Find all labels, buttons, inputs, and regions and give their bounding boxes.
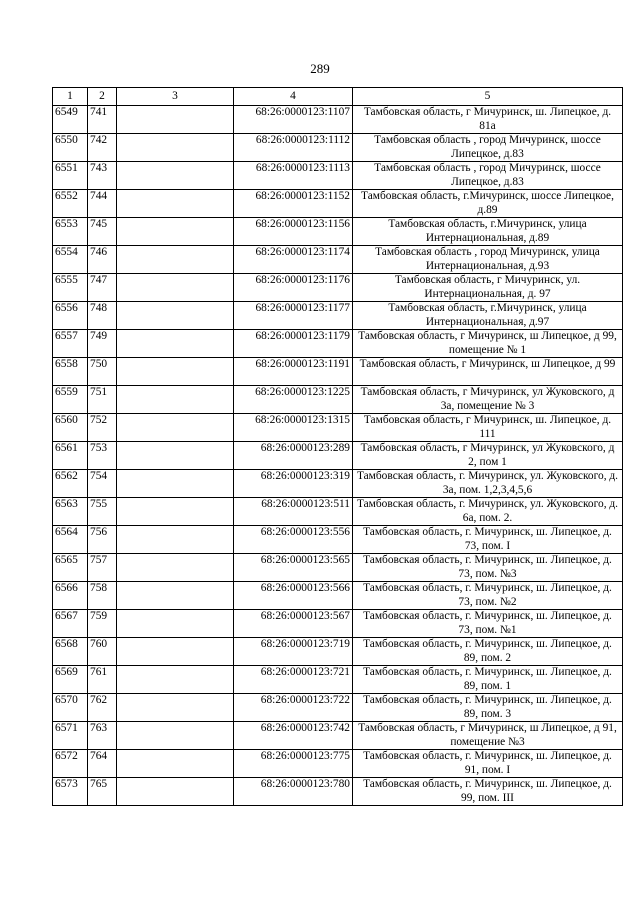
sub-number: 752 [88,414,117,442]
row-number: 6550 [53,134,88,162]
sub-number: 763 [88,722,117,750]
row-number: 6570 [53,694,88,722]
column-3-cell [117,666,234,694]
address: Тамбовская область, г Мичуринск, ш. Липецкое, д. 111 [353,414,623,442]
address: Тамбовская область, г. Мичуринск, ш. Липецкое, д. 73, пом. №1 [353,610,623,638]
cadastral-number: 68:26:0000123:556 [234,526,353,554]
address: Тамбовская область, г Мичуринск, ул Жуковского, д 2, пом 1 [353,442,623,470]
address: Тамбовская область, г Мичуринск, ш. Липецкое, д. 81а [353,106,623,134]
table-row [53,582,623,610]
table-row [53,218,623,246]
table-row [53,414,623,442]
column-3-cell [117,134,234,162]
column-3-cell [117,498,234,526]
cadastral-number: 68:26:0000123:1174 [234,246,353,274]
column-3-cell [117,274,234,302]
column-3-cell [117,722,234,750]
sub-number: 759 [88,610,117,638]
row-number: 6560 [53,414,88,442]
sub-number: 755 [88,498,117,526]
table-row [53,778,623,806]
header-row [53,88,623,106]
row-number: 6556 [53,302,88,330]
row-number: 6564 [53,526,88,554]
column-3-cell [117,162,234,190]
table-row [53,498,623,526]
cadastral-number: 68:26:0000123:719 [234,638,353,666]
column-3-cell [117,302,234,330]
cadastral-number: 68:26:0000123:722 [234,694,353,722]
address: Тамбовская область, г. Мичуринск, ул. Жуковского, д. 6а, пом. 2. [353,498,623,526]
cadastral-number: 68:26:0000123:319 [234,470,353,498]
column-3-cell [117,778,234,806]
sub-number: 745 [88,218,117,246]
cadastral-number: 68:26:0000123:1152 [234,190,353,218]
cadastral-number: 68:26:0000123:565 [234,554,353,582]
address: Тамбовская область, г.Мичуринск, улица Интернациональная, д.89 [353,218,623,246]
address: Тамбовская область, г Мичуринск, ш Липецкое, д 99, помещение № 1 [353,330,623,358]
sub-number: 753 [88,442,117,470]
column-3-cell [117,386,234,414]
table-row [53,694,623,722]
sub-number: 748 [88,302,117,330]
cadastral-number: 68:26:0000123:1112 [234,134,353,162]
row-number: 6566 [53,582,88,610]
column-3-cell [117,610,234,638]
row-number: 6551 [53,162,88,190]
address: Тамбовская область, г. Мичуринск, ш. Липецкое, д. 73, пом. №2 [353,582,623,610]
sub-number: 761 [88,666,117,694]
row-number: 6553 [53,218,88,246]
table-row [53,526,623,554]
cadastral-number: 68:26:0000123:1177 [234,302,353,330]
table-row [53,302,623,330]
cadastral-number: 68:26:0000123:1156 [234,218,353,246]
cadastral-number: 68:26:0000123:721 [234,666,353,694]
column-3-cell [117,106,234,134]
table-row [53,386,623,414]
cadastral-number: 68:26:0000123:566 [234,582,353,610]
column-3-cell [117,554,234,582]
cadastral-number: 68:26:0000123:1315 [234,414,353,442]
row-number: 6568 [53,638,88,666]
row-number: 6563 [53,498,88,526]
sub-number: 741 [88,106,117,134]
row-number: 6554 [53,246,88,274]
sub-number: 750 [88,358,117,386]
column-3-cell [117,442,234,470]
table-row [53,470,623,498]
address: Тамбовская область, г. Мичуринск, ш. Липецкое, д. 73, пом. I [353,526,623,554]
address: Тамбовская область, г. Мичуринск, ш. Липецкое, д. 99, пом. III [353,778,623,806]
sub-number: 758 [88,582,117,610]
column-3-cell [117,218,234,246]
column-3-cell [117,246,234,274]
cadastral-number: 68:26:0000123:1107 [234,106,353,134]
address: Тамбовская область, г. Мичуринск, ш. Липецкое, д. 89, пом. 2 [353,638,623,666]
column-header-3: 3 [117,88,234,106]
address: Тамбовская область, г. Мичуринск, ш. Липецкое, д. 89, пом. 3 [353,694,623,722]
table-row [53,330,623,358]
table-row [53,666,623,694]
row-number: 6567 [53,610,88,638]
row-number: 6559 [53,386,88,414]
table-row [53,722,623,750]
sub-number: 764 [88,750,117,778]
row-number: 6565 [53,554,88,582]
table-row [53,190,623,218]
sub-number: 743 [88,162,117,190]
column-3-cell [117,190,234,218]
column-header-2: 2 [88,88,117,106]
column-3-cell [117,330,234,358]
row-number: 6561 [53,442,88,470]
table-row [53,246,623,274]
sub-number: 754 [88,470,117,498]
table-body [53,106,623,806]
address: Тамбовская область, г Мичуринск, ул. Интернациональная, д. 97 [353,274,623,302]
column-3-cell [117,750,234,778]
address: Тамбовская область, г Мичуринск, ш Липецкое, д 91, помещение №3 [353,722,623,750]
sub-number: 760 [88,638,117,666]
address: Тамбовская область , город Мичуринск, улица Интернациональная, д.93 [353,246,623,274]
page-number: 289 [310,61,330,76]
cadastral-number: 68:26:0000123:1191 [234,358,353,386]
sub-number: 751 [88,386,117,414]
sub-number: 765 [88,778,117,806]
column-header-1: 1 [53,88,88,106]
address: Тамбовская область, г. Мичуринск, ш. Липецкое, д. 91, пом. I [353,750,623,778]
cadastral-number: 68:26:0000123:1113 [234,162,353,190]
cadastral-number: 68:26:0000123:1176 [234,274,353,302]
sub-number: 744 [88,190,117,218]
address: Тамбовская область, г. Мичуринск, ул. Жуковского, д. 3а, пом. 1,2,3,4,5,6 [353,470,623,498]
sub-number: 742 [88,134,117,162]
sub-number: 756 [88,526,117,554]
address: Тамбовская область , город Мичуринск, шоссе Липецкое, д.83 [353,134,623,162]
table-row [53,106,623,134]
address: Тамбовская область, г Мичуринск, ш Липецкое, д 99 [353,358,623,386]
table-row [53,442,623,470]
cadastral-number: 68:26:0000123:780 [234,778,353,806]
table-row [53,358,623,386]
column-3-cell [117,694,234,722]
address: Тамбовская область , город Мичуринск, шоссе Липецкое, д.83 [353,162,623,190]
row-number: 6557 [53,330,88,358]
row-number: 6558 [53,358,88,386]
table-row [53,134,623,162]
cadastral-number: 68:26:0000123:567 [234,610,353,638]
row-number: 6562 [53,470,88,498]
column-3-cell [117,582,234,610]
row-number: 6552 [53,190,88,218]
cadastral-number: 68:26:0000123:775 [234,750,353,778]
address: Тамбовская область, г.Мичуринск, улица Интернациональная, д.97 [353,302,623,330]
row-number: 6549 [53,106,88,134]
cadastral-number: 68:26:0000123:742 [234,722,353,750]
sub-number: 749 [88,330,117,358]
column-3-cell [117,470,234,498]
row-number: 6572 [53,750,88,778]
table-row [53,162,623,190]
row-number: 6571 [53,722,88,750]
table-row [53,750,623,778]
table-row [53,554,623,582]
sub-number: 746 [88,246,117,274]
address: Тамбовская область, г Мичуринск, ул Жуковского, д 3а, помещение № 3 [353,386,623,414]
column-header-4: 4 [234,88,353,106]
column-3-cell [117,526,234,554]
cadastral-number: 68:26:0000123:511 [234,498,353,526]
address: Тамбовская область, г. Мичуринск, ш. Липецкое, д. 89, пом. 1 [353,666,623,694]
registry-table [52,87,623,806]
column-header-5: 5 [353,88,623,106]
column-3-cell [117,414,234,442]
table-row [53,638,623,666]
address: Тамбовская область, г. Мичуринск, ш. Липецкое, д. 73, пом. №3 [353,554,623,582]
row-number: 6573 [53,778,88,806]
sub-number: 757 [88,554,117,582]
column-3-cell [117,358,234,386]
table-row [53,610,623,638]
row-number: 6569 [53,666,88,694]
cadastral-number: 68:26:0000123:289 [234,442,353,470]
sub-number: 747 [88,274,117,302]
column-3-cell [117,638,234,666]
table-row [53,274,623,302]
address: Тамбовская область, г.Мичуринск, шоссе Липецкое, д.89 [353,190,623,218]
row-number: 6555 [53,274,88,302]
cadastral-number: 68:26:0000123:1179 [234,330,353,358]
cadastral-number: 68:26:0000123:1225 [234,386,353,414]
sub-number: 762 [88,694,117,722]
